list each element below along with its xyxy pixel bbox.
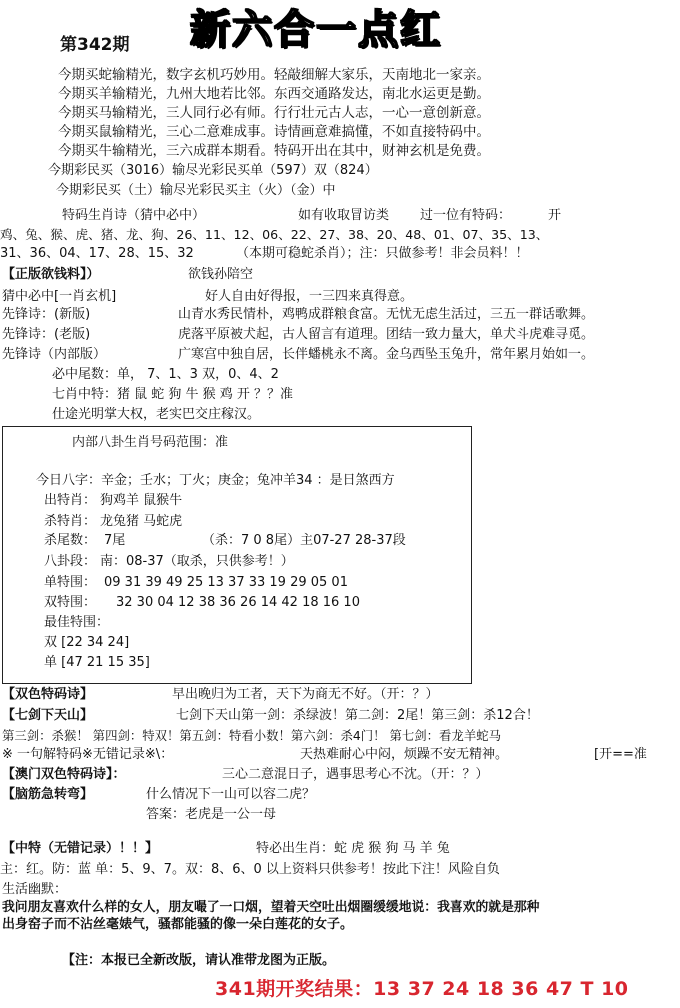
chu-label: 出特肖：	[44, 493, 97, 508]
page-title: 新六合一点红	[190, 7, 442, 53]
caizhong-text: 好人自由好得报，一三四来真得意。	[205, 289, 414, 304]
shawei-extra: （杀：7 0 8尾）主07-27 28-37段	[202, 533, 406, 548]
shuangse-label: 【双色特码诗】	[2, 687, 94, 702]
best-label: 最佳特围：	[44, 615, 110, 630]
sha-value: 龙兔猪 马蛇虎	[100, 514, 183, 529]
chu-value: 狗鸡羊 鼠猴牛	[100, 493, 183, 508]
qixiao-zhongte: 七肖中特：猪 鼠 蛇 狗 牛 猴 鸡 开 ？？准	[52, 387, 294, 402]
zhongte-text: 特必出生肖：蛇 虎 猴 狗 马 羊 兔	[256, 841, 450, 856]
xianfeng-new-label: 先锋诗：(新版)	[2, 307, 91, 322]
caimin-line-1: 今期彩民买（3016）输尽光彩民买单（597）双（824）	[48, 163, 378, 178]
numbers-note: （本期可稳蛇杀肖）；注：只做参考！非会员料！！	[236, 246, 529, 261]
numbers-line-2: 31、36、04、17、28、15、32	[0, 246, 194, 261]
naojin-label: 【脑筋急转弯】	[2, 787, 94, 802]
result-label: 341期开奖结果：	[215, 978, 374, 1000]
naojin-answer: 答案：老虎是一公一母	[146, 807, 277, 822]
xianfeng-inner-text: 广寒宫中独自居，长伴蟠桃永不离。金乌西坠玉兔升，常年累月始如一。	[178, 347, 595, 362]
caizhong-label: 猜中必中[一肖玄机]	[2, 289, 117, 304]
numbers-line-1: 鸡、兔、猴、虎、猪、龙、狗、26、11、12、06、22、27、38、20、48、01、07、35、13、	[0, 227, 549, 242]
shawei-label: 杀尾数：	[44, 533, 97, 548]
xianfeng-new-text: 山青水秀民情朴，鸡鸭成群粮食富。无忧无虑生活过，三五一群话歌舞。	[178, 307, 595, 322]
shuang-value: 32 30 04 12 38 36 26 14 42 18 16 10	[116, 595, 360, 610]
sha-label: 杀特肖：	[44, 514, 97, 529]
tema-shengxiao-mid: 如有收取冒访类	[298, 208, 390, 223]
xianfeng-inner-label: 先锋诗（内部版）	[2, 347, 107, 362]
xianfeng-old-text: 虎落平原被犬起，古人留言有道理。团结一致力量大，单犬斗虎难寻觅。	[178, 327, 595, 342]
result-line	[215, 976, 629, 1002]
zhengban-text: 欲钱孙陪空	[188, 267, 254, 282]
shawei-value: 7尾	[104, 533, 126, 548]
bagua-label: 八卦段：	[44, 554, 97, 569]
notice-text: 【注：本报已全新改版，请认准带龙图为正版。	[62, 953, 336, 968]
aomen-text: 三心二意混日子，遇事思考心不沈。（开：？）	[222, 767, 489, 782]
tema-shengxiao-char: 开	[548, 208, 562, 223]
zhu-line: 主：红。防：蓝 单：5、9、7。双：8、6、0 以上资料只供参考！按此下注！风险自负	[0, 862, 500, 877]
result-numbers: 13 37 24 18 36 47 T 10	[373, 978, 629, 1000]
shuang-label: 双特围：	[44, 595, 97, 610]
dan-label: 单特围：	[44, 575, 97, 590]
bazi-line: 今日八字：辛金；壬水；丁火；庚金；兔冲羊34 ：是日煞西方	[36, 473, 395, 488]
best-shuang: 双 [22 34 24]	[44, 635, 130, 650]
naojin-question: 什么情况下一山可以容二虎？	[146, 787, 316, 802]
shuangse-text: 早出晚归为工者，天下为商无不好。（开：？）	[172, 687, 439, 702]
poem-line-1: 今期买蛇输精光，数字玄机巧妙用。轻敲细解大家乐，天南地北一家亲。	[58, 67, 490, 83]
tema-shengxiao-right: 过一位有特码：	[420, 208, 512, 223]
poem-line-4: 今期买鼠输精光，三心二意难成事。诗情画意难搞懂，不如直接特码中。	[58, 124, 490, 140]
poem-line-3: 今期买马输精光，三人同行必有师。行行壮元古人志，一心一意创新意。	[58, 105, 490, 121]
issue-number: 第342期	[60, 35, 130, 55]
yiju-note: [开==准	[594, 747, 647, 762]
qijian-line-2: 第三剑：杀猴！ 第四剑：特双！第五剑：特看小数！第六剑：杀4门！ 第七剑：看龙羊蛇马	[2, 728, 501, 743]
zhongte-label: 【中特（无错记录）！！】	[2, 841, 159, 856]
shenghuo-label: 生活幽默：	[2, 882, 68, 897]
shenghuo-line-2: 出身窑子而不沾丝毫婊气，骚都能骚的像一朵白莲花的女子。	[2, 917, 354, 932]
yiju-text: 天热难耐心中闷，烦躁不安无精神。	[300, 747, 509, 762]
poem-line-5: 今期买牛输精光，三六成群本期看。特码开出在其中，财神玄机是免费。	[58, 143, 490, 159]
yiju-label: ※ 一句解特码※无错记录※\：	[2, 747, 174, 762]
best-dan: 单 [47 21 15 35]	[44, 655, 150, 670]
bichong-weishu: 必中尾数：单， 7、1、3 双，0、4、2	[52, 367, 279, 382]
aomen-label: 【澳门双色特码诗】：	[2, 767, 126, 782]
inner-box-title: 内部八卦生肖号码范围：准	[72, 435, 229, 450]
tema-shengxiao-label: 特码生肖诗（猜中必中）	[62, 208, 206, 223]
qijian-label: 【七剑下天山】	[2, 708, 94, 723]
zhengban-label: 【正版欲钱料】）	[2, 267, 100, 282]
shenghuo-line-1: 我问朋友喜欢什么样的女人，朋友嘬了一口烟，望着天空吐出烟圈缓缓地说：我喜欢的就是那种	[2, 900, 540, 915]
poem-line-2: 今期买羊输精光，九州大地若比邻。东西交通路发达，南北水运更是勤。	[58, 86, 490, 102]
caimin-line-2: 今期彩民买（土）输尽光彩民买主（火）（金）中	[56, 183, 336, 198]
shijiao-text: 仕途光明掌大权，老实巴交庄稼汉。	[52, 407, 261, 422]
dan-value: 09 31 39 49 25 13 37 33 19 29 05 01	[104, 575, 348, 590]
xianfeng-old-label: 先锋诗：(老版)	[2, 327, 91, 342]
qijian-line-1: 七剑下天山第一剑：杀绿波！第二剑：2尾！第三剑：杀12合！	[176, 708, 539, 723]
bagua-value: 南：08-37（取杀，只供参考！）	[100, 554, 294, 569]
